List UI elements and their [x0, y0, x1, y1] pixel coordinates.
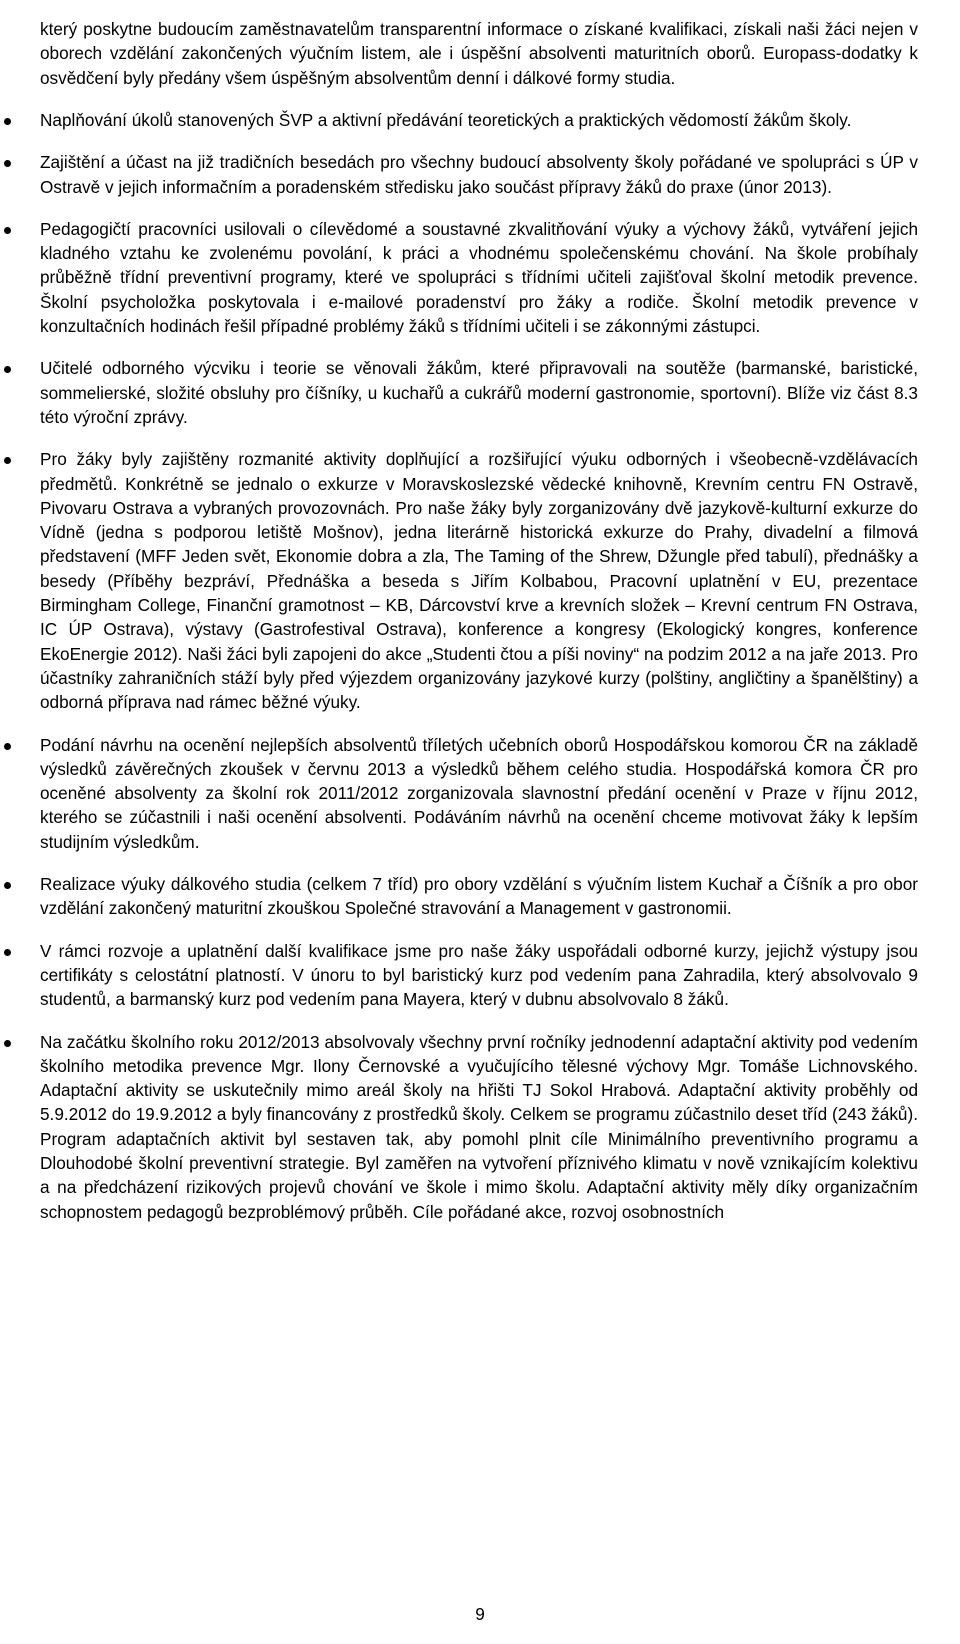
- bullet-icon: [4, 227, 11, 234]
- list-item: [0, 217, 918, 338]
- bullet-icon: [4, 743, 11, 750]
- list-item-text: Zajištění a účast na již tradičních besedách pro všechny budoucí absolventy školy pořádané ve spolupráci s ÚP v Ostravě v jejich informačním a poradenském středisku jako součást přípravy žáků do praxe (únor 2013).: [40, 152, 918, 197]
- bullet-icon: [4, 882, 11, 889]
- list-item: [0, 150, 918, 199]
- list-item: [0, 872, 918, 921]
- list-item-text: Podání návrhu na ocenění nejlepších absolventů tříletých učebních oborů Hospodářskou komorou ČR na základě výsledků závěrečných zkoušek v červnu 2013 a výsledků během celého studia. Hospodářská komora ČR pro oceněné absolventy za školní rok 2011/2012 zorganizovala slavnostní předání ocenění v Praze v říjnu 2012, kterého se zúčastnili i naši ocenění absolventi. Podáváním návrhů na ocenění chceme motivovat žáky k lepším studijním výsledkům.: [40, 734, 918, 852]
- list-item: [0, 447, 918, 714]
- list-item-text: Naplňování úkolů stanovených ŠVP a aktivní předávání teoretických a praktických vědomostí žákům školy.: [40, 110, 852, 130]
- list-item-text: Na začátku školního roku 2012/2013 absolvovaly všechny první ročníky jednodenní adaptační aktivity pod vedením školního metodika prevence Mgr. Ilony Černovské a vyučujícího tělesné výchovy Mgr. Tomáše Lichnovského. Adaptační aktivity se uskutečnily mimo areál školy na hřišti TJ Sokol Hrabová. Adaptační aktivity proběhly od 5.9.2012 do 19.9.2012 a byly financovány z prostředků školy. Celkem se programu zúčastnilo deset tříd (243 žáků). Program adaptačních aktivit byl sestaven tak, aby pomohl plnit cíle Minimálního preventivního programu a Dlouhodobé školní preventivní strategie. Byl zaměřen na vytvoření příznivého klimatu v nově vznikajícím kolektivu a na předcházení rizikových projevů chování ve škole i mimo školu. Adaptační aktivity měly díky organizačním schopnostem pedagogů bezproblémový průběh. Cíle pořádané akce, rozvoj osobnostních: [40, 1031, 918, 1222]
- list-item: [0, 1030, 918, 1224]
- bullet-list: [0, 108, 960, 1242]
- list-item-text: Pedagogičtí pracovníci usilovali o cílevědomé a soustavné zkvalitňování výuky a výchovy žáků, vytváření jejich kladného vztahu ke zvolenému povolání, k práci a vhodnému společenskému chování. Na škole probíhaly průběžně třídní preventivní programy, které ve spolupráci s třídními učiteli zajišťoval školní metodik prevence. Školní psycholožka poskytovala i e-mailové poradenství pro žáky a rodiče. Školní metodik prevence v konzultačních hodinách řešil případné problémy žáků s třídními učiteli i se zákonnými zástupci.: [40, 218, 918, 337]
- list-item: [0, 356, 918, 429]
- bullet-icon: [4, 118, 11, 125]
- bullet-icon: [4, 1040, 11, 1047]
- list-item-text: Učitelé odborného výcviku i teorie se věnovali žákům, které připravovali na soutěže (barmanské, baristické, sommelierské, složité obsluhy pro číšníky, u kuchařů a cukrářů moderní gastronomie, sportovní). Blíže viz část 8.3 této výroční zprávy.: [40, 358, 918, 427]
- bullet-icon: [4, 949, 11, 956]
- list-item-text: Realizace výuky dálkového studia (celkem 7 tříd) pro obory vzdělání s výučním listem Kuchař a Číšník a pro obor vzdělání zakončený maturitní zkouškou Společné stravování a Management v gastronomii.: [40, 874, 918, 919]
- list-item: [0, 108, 918, 132]
- intro-paragraph: který poskytne budoucím zaměstnavatelům transparentní informace o získané kvalifikaci, získali naši žáci nejen v oborech vzdělání zakončených výučním listem, ale i úspěšní absolventi maturitních oborů. Europass-dodatky k osvědčení byly předány všem úspěšným absolventům denní i dálkové formy studia.: [40, 19, 918, 88]
- list-item: [0, 939, 918, 1012]
- bullet-icon: [4, 457, 11, 464]
- list-item-text: Pro žáky byly zajištěny rozmanité aktivity doplňující a rozšiřující výuku odborných i všeobecně-vzdělávacích předmětů. Konkrétně se jednalo o exkurze v Moravskoslezské vědecké knihovně, Krevním centru FN Ostravě, Pivovaru Ostrava a vybraných provozovnách. Pro naše žáky byly zorganizovány dvě jazykově-kulturní exkurze do Vídně (jedna s podporou letiště Mošnov), jedna literárně historická exkurze do Prahy, divadelní a filmová představení (MFF Jeden svět, Ekonomie dobra a zla, The Taming of the Shrew, Džungle před tabulí), přednášky a besedy (Příběhy bezpráví, Přednáška a beseda s Jiřím Kolbabou, Pracovní uplatnění v EU, prezentace Birmingham College, Finanční gramotnost – KB, Dárcovství krve a krevních složek – Krevní centrum FN Ostrava, IC ÚP Ostrava), výstavy (Gastrofestival Ostrava), konference a kongresy (Ekologický kongres, konference EkoEnergie 2012). Naši žáci byli zapojeni do akce „Studenti čtou a píši noviny“ na podzim 2012 a na jaře 2013. Pro účastníky zahraničních stáží byly před výjezdem organizovány jazykové kurzy (polštiny, angličtiny a španělštiny) a odborná příprava nad rámec běžné výuky.: [40, 449, 918, 713]
- list-item-text: V rámci rozvoje a uplatnění další kvalifikace jsme pro naše žáky uspořádali odborné kurzy, jejichž výstupy jsou certifikáty s celostátní platností. V únoru to byl baristický kurz pod vedením pana Zahradila, který absolvovalo 9 studentů, a barmanský kurz pod vedením pana Mayera, který v dubnu absolvovalo 8 žáků.: [40, 940, 918, 1010]
- bullet-icon: [4, 366, 11, 373]
- bullet-icon: [4, 160, 11, 167]
- list-item: [0, 733, 918, 854]
- page-number: 9: [475, 1604, 485, 1624]
